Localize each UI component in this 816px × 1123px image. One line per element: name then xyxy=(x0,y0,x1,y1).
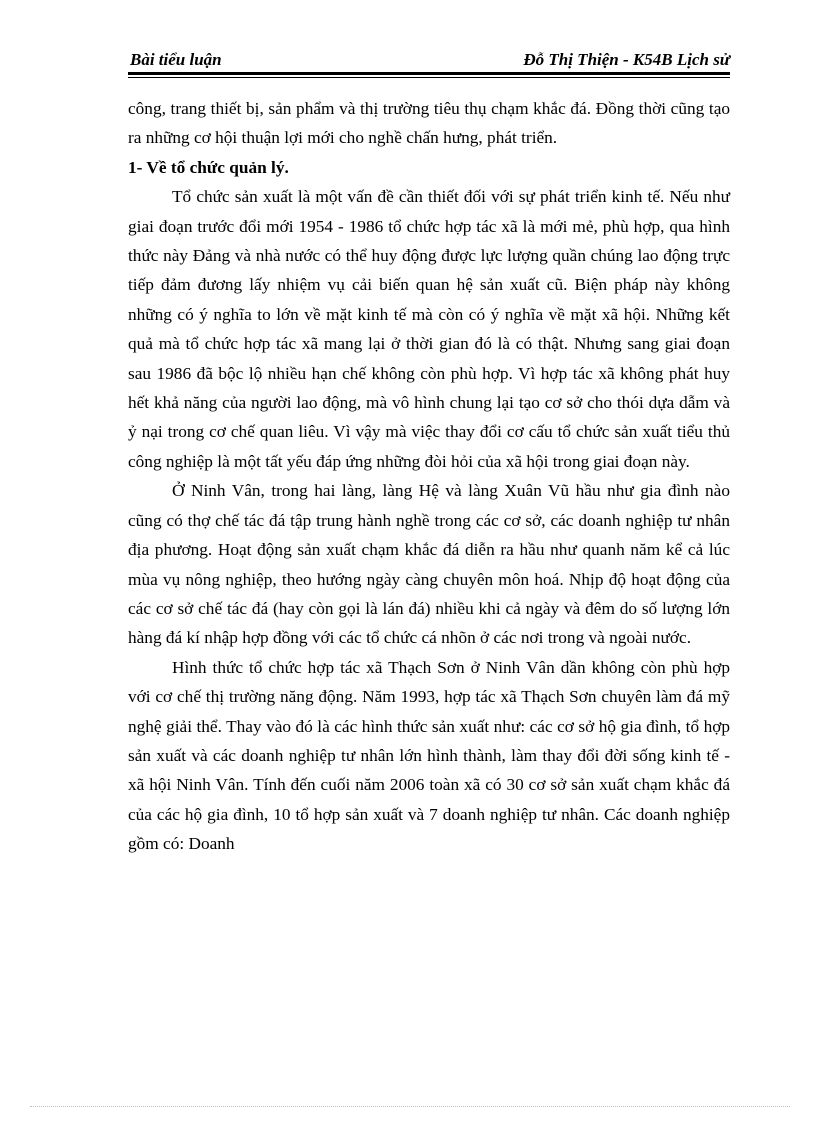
header-rule-thick xyxy=(128,72,730,75)
header-doc-type: Bài tiểu luận xyxy=(130,50,222,69)
paragraph-continuation: công, trang thiết bị, sản phẩm và thị trường tiêu thụ chạm khắc đá. Đồng thời cũng tạo ra những cơ hội thuận lợi mới cho nghề chấn hưng, phát triển. xyxy=(128,99,730,148)
header-author: Đỗ Thị Thiện - K54B Lịch sử xyxy=(523,50,730,69)
paragraph-ninh-van: Ở Ninh Vân, trong hai làng, làng Hệ và làng Xuân Vũ hầu như gia đình nào cũng có thợ chế tác đá tập trung hành nghề trong các cơ sở, các doanh nghiệp tư nhân địa phương. Hoạt động sản xuất chạm khắc đá diễn ra hầu như quanh năm kể cả lúc mùa vụ nông nghiệp, theo hướng ngày càng chuyên môn hoá. Nhịp độ hoạt động của các cơ sở chế tác đá (hay còn gọi là lán đá) nhiều khi cả ngày và đêm do số lượng lớn hàng đá kí nhập hợp đồng với các tổ chức cá nhõn ở các nơi trong và ngoài nước. xyxy=(128,481,730,648)
section-heading: 1- Về tổ chức quản lý. xyxy=(128,157,289,177)
paragraph-organization: Tổ chức sản xuất là một vấn đề cần thiết đối với sự phát triển kinh tế. Nếu như giai đoạn trước đổi mới 1954 - 1986 tổ chức hợp tác xã là mới mẻ, phù hợp, qua hình thức này Đảng và nhà nước có thể huy động được lực lượng quần chúng lao động trực tiếp đảm đương lấy nhiệm vụ cải biến quan hệ sản xuất cũ. Biện pháp này không những có ý nghĩa to lớn về mặt kinh tế mà còn có ý nghĩa về mặt xã hội. Những kết quả mà tổ chức hợp tác xã mang lại ở thời gian đó là có thật. Nhưng sang giai đoạn sau 1986 đã bộc lộ nhiều hạn chế không còn phù hợp. Vì hợp tác xã không phát huy hết khả năng của người lao động, mà vô hình chung lại tạo cơ sở cho thói dựa dẫm và ỷ nại trong cơ chế quan liêu. Vì vậy mà việc thay đổi cơ cấu tổ chức sản xuất tiểu thủ công nghiệp là một tất yếu đáp ứng những đòi hỏi của xã hội trong giai đoạn này. xyxy=(128,187,730,471)
paragraph-cooperative: Hình thức tổ chức hợp tác xã Thạch Sơn ở Ninh Vân dần không còn phù hợp với cơ chế thị trường năng động. Năm 1993, hợp tác xã Thạch Sơn chuyên làm đá mỹ nghệ giải thể. Thay vào đó là các hình thức sản xuất như: các cơ sở hộ gia đình, tổ hợp sản xuất và các doanh nghiệp tư nhân lớn hình thành, làm thay đổi đời sống kinh tế - xã hội Ninh Vân. Tính đến cuối năm 2006 toàn xã có 30 cơ sở sản xuất chạm khắc đá của các hộ gia đình, 10 tổ hợp sản xuất và 7 doanh nghiệp tư nhân. Các doanh nghiệp gồm có: Doanh xyxy=(128,657,730,854)
header-rule-thin xyxy=(128,77,730,78)
page-header xyxy=(128,48,730,72)
page-bottom-border xyxy=(30,1106,790,1107)
document-body xyxy=(128,94,730,859)
